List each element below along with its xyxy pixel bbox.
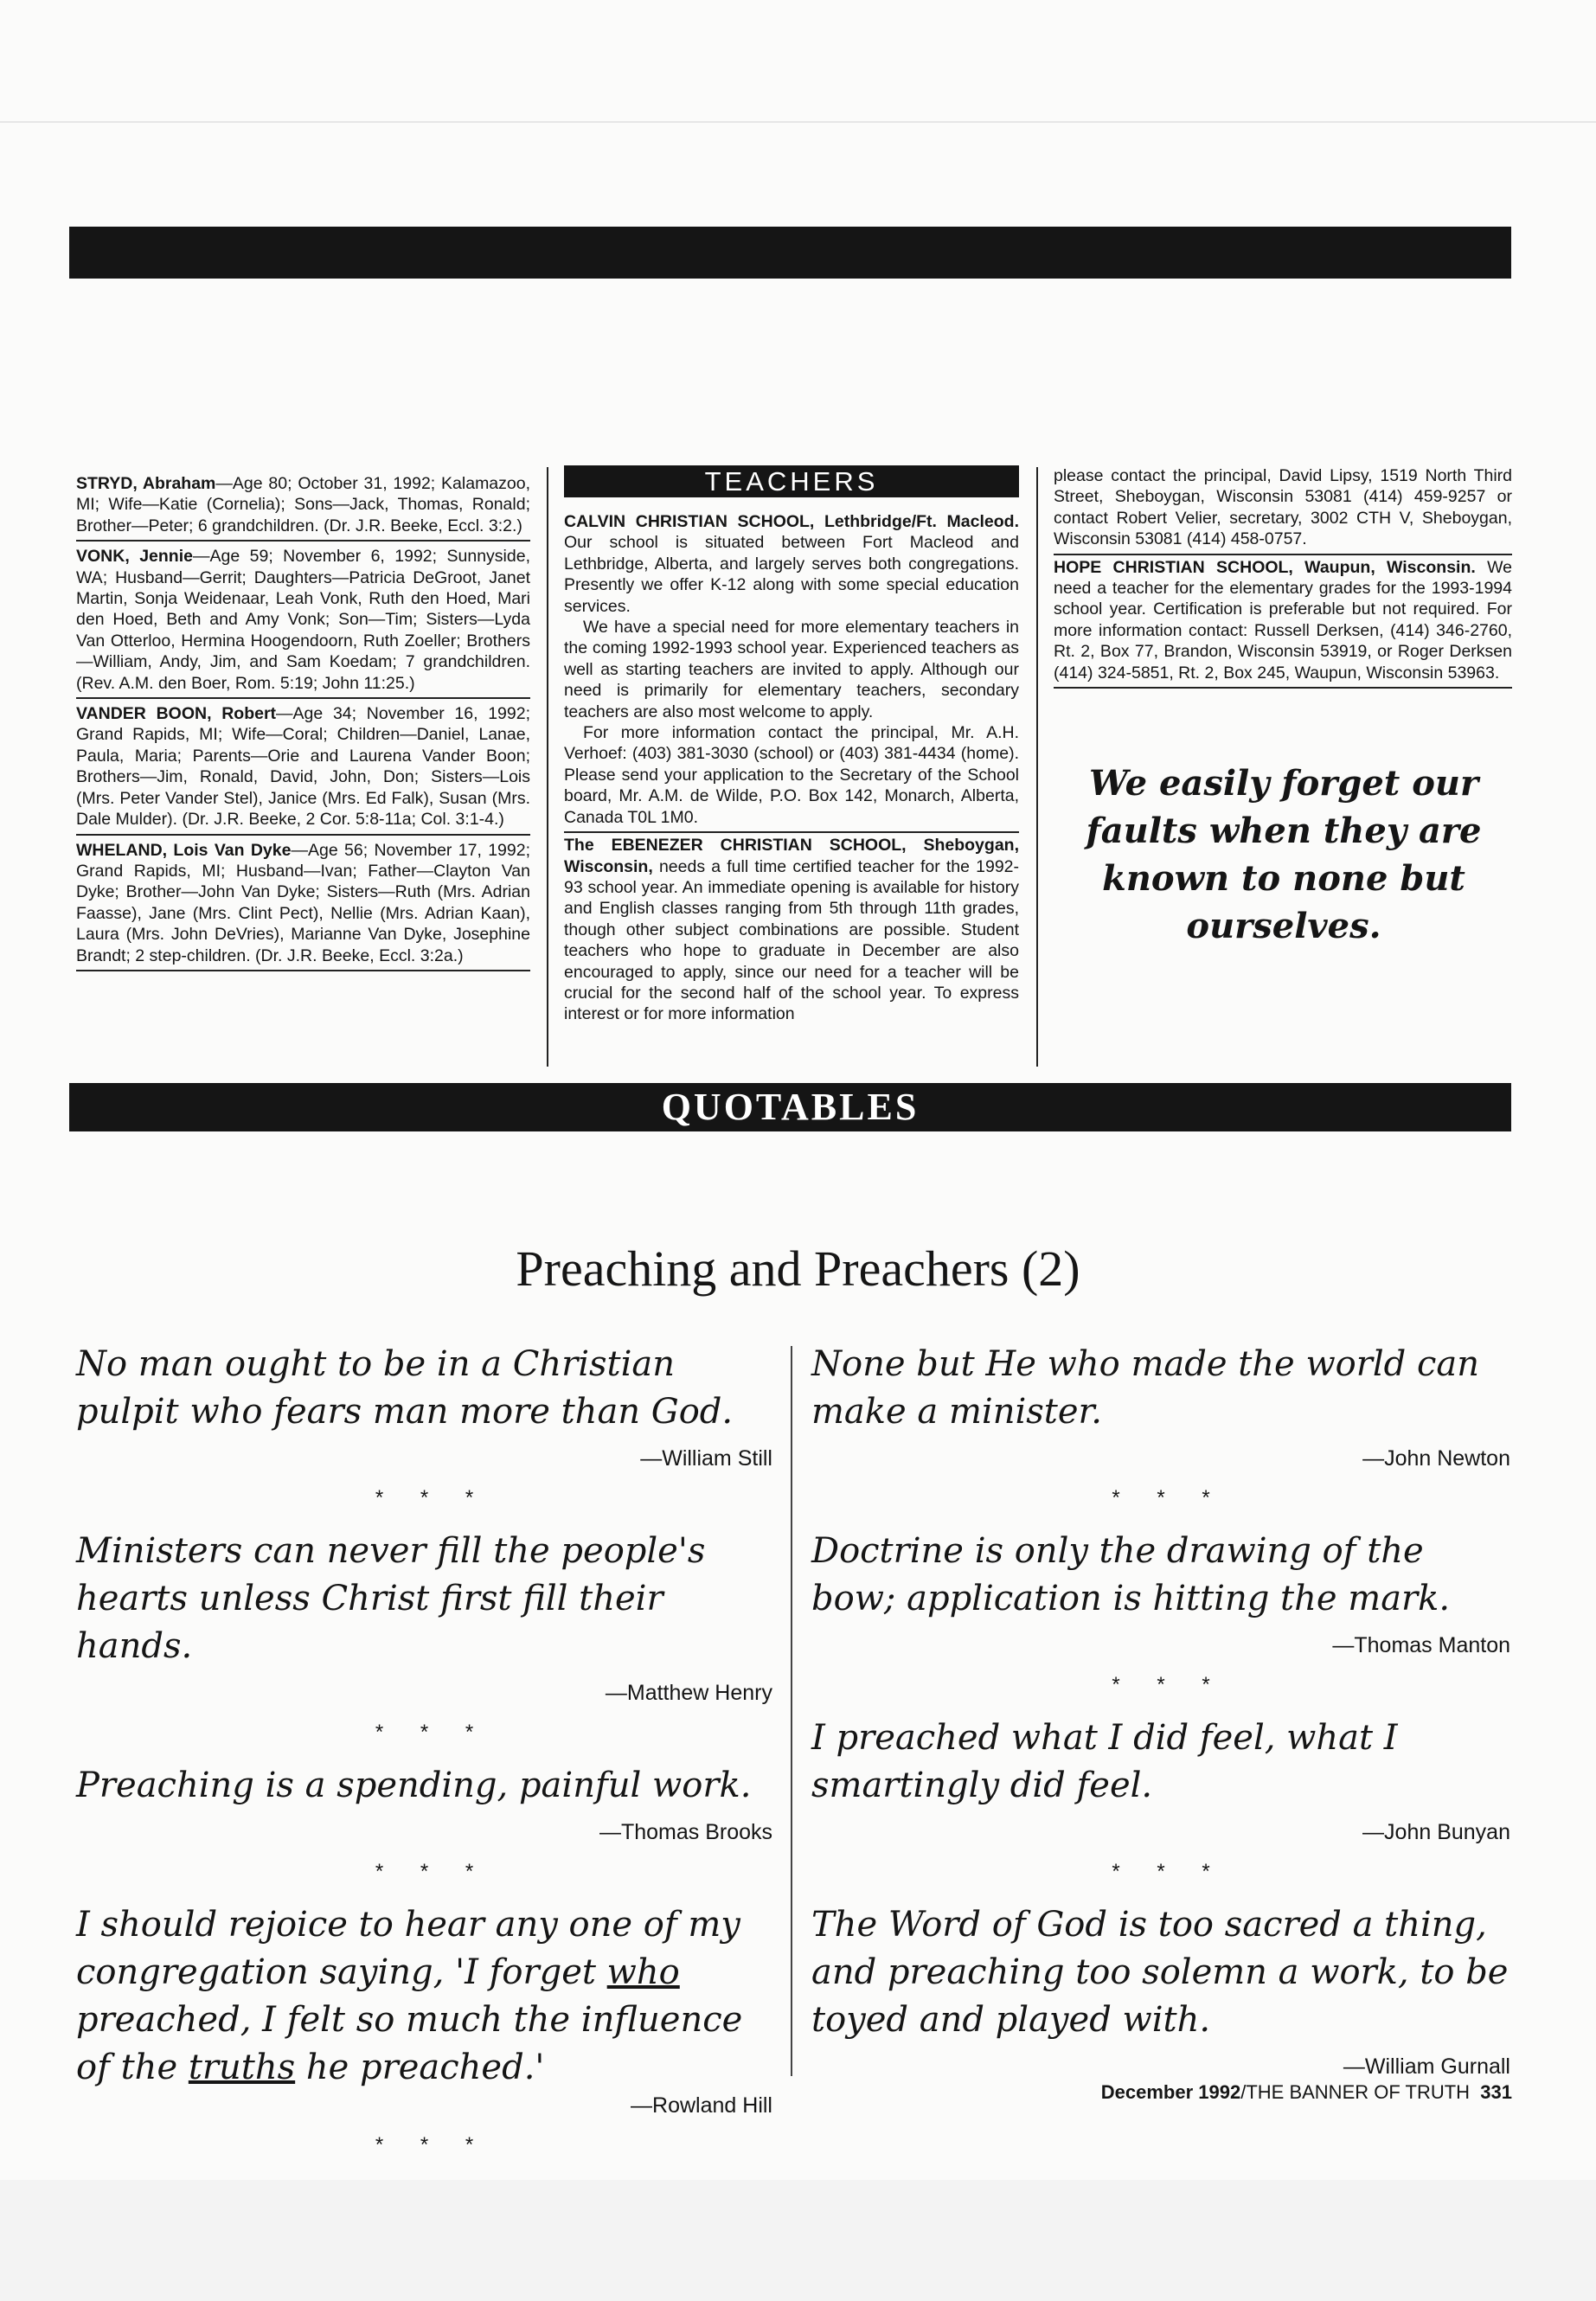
obituary-entry bbox=[76, 838, 530, 971]
page-footer bbox=[1101, 2080, 1512, 2106]
notice-separator bbox=[1054, 554, 1512, 555]
column-divider bbox=[547, 467, 548, 1067]
calvin-school-need: We have a special need for more elementary teachers in the coming 1992-1993 school year. Experienced teachers as well as starting teachers are invited to apply. Although our need is primarily for elementary teachers, secondary teachers are also most welcome to apply. bbox=[564, 618, 1019, 721]
separator-stars: * * * bbox=[375, 1860, 490, 1883]
quote-author: —William Still bbox=[640, 1446, 772, 1471]
separator-stars: * * * bbox=[375, 1486, 490, 1509]
pull-quote: We easily forget our faults when they are known to none but ourselves. bbox=[1086, 763, 1482, 946]
separator-stars: * * * bbox=[375, 2133, 490, 2157]
quote-text: The Word of God is too sacred a thing, and preaching too solemn a work, to be toyed and played with. bbox=[811, 1905, 1509, 2040]
page-bottom-margin bbox=[0, 2180, 1596, 2301]
separator-stars: * * * bbox=[1112, 1486, 1226, 1509]
column-divider bbox=[1036, 467, 1038, 1067]
page-title: Preaching and Preachers (2) bbox=[516, 1240, 1080, 1297]
quote-emphasis: who bbox=[606, 1952, 680, 1992]
obituary-text: —Age 80; October 31, 1992; Kalamazoo, MI; Wife—Katie (Cornelia); Sons—Jack, Thomas, Ronald; Brother—Peter; 6 grandchildren. (Dr. J.R. Beeke, Eccl. 3:2.) bbox=[76, 474, 531, 535]
quotes-column-divider bbox=[791, 1346, 792, 2076]
quote-text: Preaching is a spending, painful work. bbox=[76, 1766, 752, 1805]
obituary-entry bbox=[76, 471, 530, 542]
calvin-school-notice bbox=[564, 511, 1019, 617]
quote-text: Doctrine is only the drawing of the bow; application is hitting the mark. bbox=[811, 1531, 1451, 1618]
obituary-name: WHELAND, Lois Van Dyke bbox=[76, 840, 292, 860]
page-number: 331 bbox=[1480, 2081, 1512, 2103]
hope-school-name: HOPE CHRISTIAN SCHOOL, Waupun, Wisconsin. bbox=[1054, 557, 1476, 577]
teachers-heading: TEACHERS bbox=[564, 465, 1019, 497]
quote-text: None but He who made the world can make a minister. bbox=[811, 1344, 1480, 1432]
obituaries-column bbox=[76, 471, 530, 971]
separator-stars: * * * bbox=[1112, 1673, 1226, 1696]
notice-separator bbox=[564, 831, 1019, 833]
obituary-text: —Age 59; November 6, 1992; Sunnyside, WA; Husband—Gerrit; Daughters—Patricia DeGroot, Janet Martin, Sonja Weidenaar, Leah Vonk, Ruth den Hoed, Mari den Hoed, Beth and Amy Vonk; Son—Tim; Sisters—Lyda Van Otterloo, Hermina Hoogendoorn, Ruth Zoeller; Brothers—William, Andy, Jim, and Sam Koedam; 7 grandchildren. (Rev. A.M. den Boer, Rom. 5:19; John 11:25.) bbox=[76, 547, 530, 693]
quote-fragment: he preached.' bbox=[295, 2048, 545, 2087]
quote-text: Ministers can never fill the people's hearts unless Christ first fill their hands. bbox=[76, 1531, 706, 1666]
quote-text: I preached what I did feel, what I smartingly did feel. bbox=[811, 1718, 1398, 1805]
obituary-name: VONK, Jennie bbox=[76, 547, 193, 567]
obituary-entry bbox=[76, 702, 530, 835]
calvin-school-contact: For more information contact the principal, Mr. A.H. Verhoef: (403) 381-3030 (school) or (403) 381-4434 (home). Please send your application to the Secretary of the School board, Mr. A.M. de Wilde, P.O. Box 142, Monarch, Alberta, Canada T0L 1M0. bbox=[564, 723, 1019, 827]
obituary-text: —Age 56; November 17, 1992; Grand Rapids, MI; Husband—Ivan; Father—Clayton Van Dyke; Brother—John Van Dyke; Sisters—Ruth (Mrs. Adrian Faasse), Jane (Mrs. Clint Pect), Nellie (Mrs. Adrian Kaan), Laura (Mrs. John DeVries), Marianne Van Dyke, Josephine Brandt; 2 step-children. (Dr. J.R. Beeke, Eccl. 3:2a.) bbox=[76, 840, 530, 965]
quotables-heading: QUOTABLES bbox=[69, 1083, 1511, 1131]
obituary-entry bbox=[76, 544, 530, 699]
footer-date: December 1992 bbox=[1100, 2081, 1241, 2103]
quote-author: —Rowland Hill bbox=[631, 2093, 772, 2118]
calvin-school-text: Our school is situated between Fort Macleod and Lethbridge, Alberta, and largely serves both congregations. Presently we offer K-12 along with some special education services. bbox=[564, 533, 1019, 616]
hope-school-text: We need a teacher for the elementary grades for the 1993-1994 school year. Certification is preferable but not required. For more information contact: Russell Derksen, (414) 346-2760, Rt. 2, Box 77, Brandon, Wisconsin 53919, or Roger Derksen (414) 324-5851, Rt. 2, Box 245, Waupun, Wisconsin 53963. bbox=[1054, 557, 1512, 683]
ebenezer-school-notice bbox=[564, 835, 1019, 1025]
obituary-text: —Age 34; November 16, 1992; Grand Rapids, MI; Wife—Coral; Children—Daniel, Lanae, Paula, Maria; Parents—Orie and Laurena Vander Boon; Brothers—Jim, Ronald, David, John, Don; Sisters—Lois (Mrs. Peter Vander Stel), Janice (Mrs. Ed Falk), Susan (Mrs. Dale Mulder). (Dr. J.R. Beeke, 2 Cor. 5:8-11a; Col. 3:1-4.) bbox=[76, 704, 530, 830]
calvin-school-name: CALVIN CHRISTIAN SCHOOL, Lethbridge/Ft. Macleod. bbox=[564, 512, 1019, 531]
hope-school-notice bbox=[1054, 557, 1512, 683]
quote-text: No man ought to be in a Christian pulpit who fears man more than God. bbox=[76, 1344, 734, 1432]
quote-author: —Thomas Manton bbox=[1332, 1633, 1510, 1657]
section-banner-bar bbox=[69, 227, 1511, 279]
separator-stars: * * * bbox=[1112, 1860, 1226, 1883]
ebenezer-contact-continued: please contact the principal, David Lipsy, 1519 North Third Street, Sheboygan, Wisconsin 53081 (414) 459-9257 or contact Robert Velier, secretary, 3002 CTH V, Sheboygan, Wisconsin 53081 (414) 458-0757. bbox=[1054, 466, 1512, 549]
teachers-column bbox=[564, 465, 1019, 1025]
quote-author: —William Gurnall bbox=[1343, 2054, 1510, 2079]
quotes-right-column bbox=[811, 1341, 1510, 2082]
notice-separator bbox=[1054, 687, 1512, 689]
ebenezer-school-text: needs a full time certified teacher for the 1992-93 school year. An immediate opening is available for history and English classes ranging from 5th through 11th grades, though other subject combinations are possible. Student teachers who hope to graduate in December are also encouraged to apply, since our need for a teacher will be crucial for the second half of the school year. To express interest or for more information bbox=[564, 856, 1020, 1024]
obituary-name: VANDER BOON, Robert bbox=[76, 704, 277, 724]
quote-author: —John Newton bbox=[1362, 1446, 1510, 1471]
ebenezer-school-name: The EBENEZER CHRISTIAN SCHOOL, Sheboygan, Wisconsin, bbox=[564, 836, 1019, 876]
quote-text bbox=[76, 1901, 772, 2092]
quote-author: —John Bunyan bbox=[1362, 1820, 1510, 1844]
quotes-left-column bbox=[76, 1341, 772, 2175]
teachers-continued-column bbox=[1054, 465, 1512, 690]
quote-emphasis: truths bbox=[188, 2048, 296, 2087]
quote-fragment: preached, I felt so much the influence of the bbox=[76, 2000, 743, 2087]
obituary-name: STRYD, Abraham bbox=[76, 474, 216, 493]
page-top-edge bbox=[0, 121, 1596, 123]
quote-fragment: I should rejoice to hear any one of my congregation saying, 'I forget bbox=[76, 1905, 740, 1992]
separator-stars: * * * bbox=[375, 1721, 490, 1744]
quote-author: —Thomas Brooks bbox=[599, 1820, 772, 1844]
quote-author: —Matthew Henry bbox=[605, 1681, 772, 1705]
footer-publication: /THE BANNER OF TRUTH bbox=[1240, 2081, 1471, 2103]
